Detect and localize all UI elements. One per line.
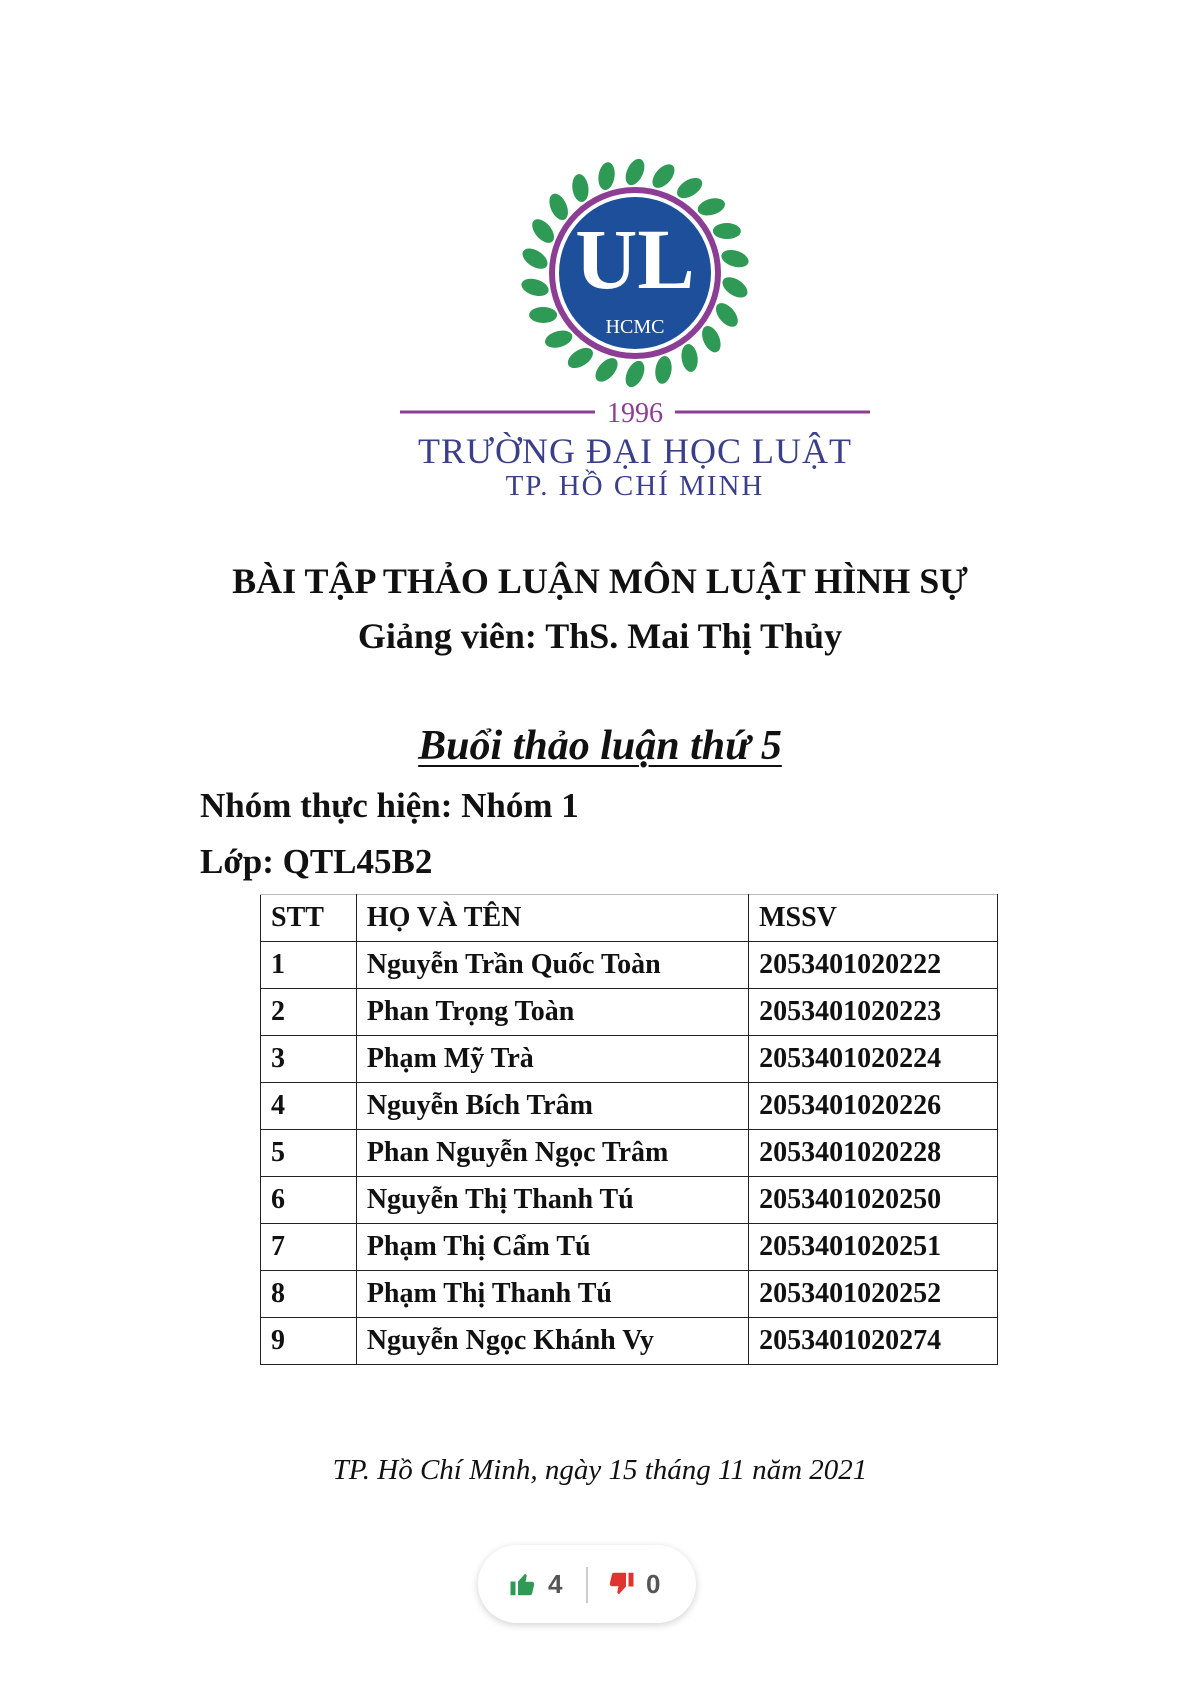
leaf-icon	[719, 247, 750, 270]
leaf-icon	[648, 160, 679, 192]
downvote-button[interactable]	[606, 1545, 660, 1623]
header-name: HỌ VÀ TÊN	[356, 895, 748, 942]
cell-name: Nguyễn Thị Thanh Tú	[356, 1177, 748, 1224]
leaf-icon	[546, 191, 572, 223]
member-table	[260, 894, 998, 1365]
leaf-icon	[712, 299, 742, 331]
leaf-icon	[696, 195, 727, 218]
date-line: TP. Hồ Chí Minh, ngày 15 tháng 11 năm 2021	[332, 1454, 868, 1486]
class-line: Lớp: QTL45B2	[200, 842, 433, 881]
thumbs-up-icon	[508, 1569, 538, 1599]
leaf-icon	[622, 358, 648, 388]
table-row	[261, 989, 998, 1036]
cell-stt: 3	[261, 1036, 357, 1083]
vote-divider	[586, 1567, 588, 1603]
teacher-line: Giảng viên: ThS. Mai Thị Thủy	[357, 616, 843, 656]
table-header-row	[261, 895, 998, 942]
cell-stt: 7	[261, 1224, 357, 1271]
university-name: TRƯỜNG ĐẠI HỌC LUẬT	[418, 431, 852, 471]
group-line: Nhóm thực hiện: Nhóm 1	[200, 786, 579, 825]
cell-id: 2053401020228	[749, 1130, 998, 1177]
founding-year: 1996	[607, 398, 663, 429]
cell-id: 2053401020274	[749, 1318, 998, 1365]
leaf-icon	[673, 174, 705, 202]
founding-year-banner	[400, 395, 870, 429]
cell-id: 2053401020223	[749, 989, 998, 1036]
leaf-icon	[653, 355, 673, 385]
cell-id: 2053401020252	[749, 1271, 998, 1318]
university-city: TP. HỒ CHÍ MINH	[505, 470, 765, 502]
session-heading	[0, 722, 1200, 770]
logo-monogram: UL	[575, 211, 695, 307]
cell-name: Phạm Thị Thanh Tú	[356, 1271, 748, 1318]
cell-name: Phạm Mỹ Trà	[356, 1036, 748, 1083]
table-row	[261, 942, 998, 989]
cell-stt: 6	[261, 1177, 357, 1224]
cell-stt: 4	[261, 1083, 357, 1130]
cell-stt: 2	[261, 989, 357, 1036]
cell-name: Phạm Thị Cẩm Tú	[356, 1224, 748, 1271]
downvote-count: 0	[646, 1568, 661, 1599]
leaf-icon	[520, 244, 551, 273]
leaf-icon	[719, 273, 750, 302]
leaf-icon	[528, 215, 558, 247]
table-row	[261, 1318, 998, 1365]
cell-id: 2053401020224	[749, 1036, 998, 1083]
header-id: MSSV	[749, 895, 998, 942]
logo-city-code: HCMC	[605, 316, 665, 338]
table-row	[261, 1177, 998, 1224]
upvote-count: 4	[548, 1568, 563, 1599]
cell-name: Phan Nguyễn Ngọc Trâm	[356, 1130, 748, 1177]
cell-id: 2053401020222	[749, 942, 998, 989]
cell-id: 2053401020226	[749, 1083, 998, 1130]
cell-name: Nguyễn Ngọc Khánh Vy	[356, 1318, 748, 1365]
header-stt: STT	[261, 895, 357, 942]
cell-name: Phan Trọng Toàn	[356, 989, 748, 1036]
table-row	[261, 1036, 998, 1083]
thumbs-down-icon	[606, 1569, 636, 1599]
cell-id: 2053401020251	[749, 1224, 998, 1271]
university-logo	[520, 158, 750, 388]
leaf-icon	[698, 323, 724, 355]
table-row	[261, 1083, 998, 1130]
document-title: BÀI TẬP THẢO LUẬN MÔN LUẬT HÌNH SỰ	[232, 561, 968, 601]
leaf-icon	[529, 307, 557, 323]
leaf-icon	[713, 223, 741, 239]
leaf-icon	[564, 344, 596, 372]
leaf-icon	[591, 354, 622, 386]
cell-stt: 1	[261, 942, 357, 989]
leaf-icon	[680, 343, 700, 373]
table-row	[261, 1130, 998, 1177]
session-text: Buổi thảo luận thứ 5	[418, 723, 782, 769]
upvote-button[interactable]	[508, 1545, 562, 1623]
cell-id: 2053401020250	[749, 1177, 998, 1224]
leaf-icon	[543, 328, 574, 351]
leaf-icon	[597, 161, 617, 191]
cell-name: Nguyễn Trần Quốc Toàn	[356, 942, 748, 989]
cell-stt: 5	[261, 1130, 357, 1177]
leaf-icon	[520, 276, 551, 299]
cell-name: Nguyễn Bích Trâm	[356, 1083, 748, 1130]
leaf-icon	[622, 158, 648, 188]
leaf-icon	[571, 173, 591, 203]
cell-stt: 8	[261, 1271, 357, 1318]
table-row	[261, 1271, 998, 1318]
vote-bar	[478, 1545, 696, 1623]
cell-stt: 9	[261, 1318, 357, 1365]
table-row	[261, 1224, 998, 1271]
